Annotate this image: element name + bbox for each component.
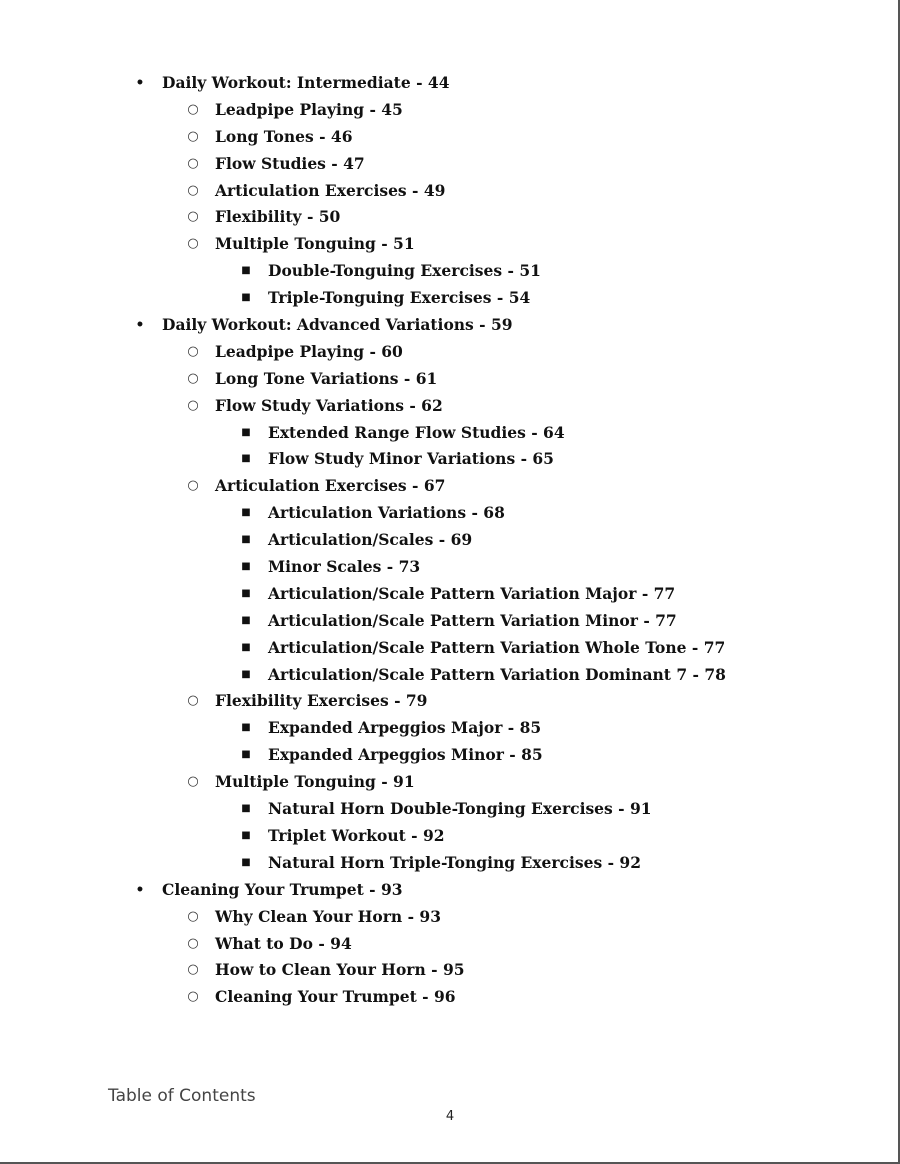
toc-entry-level-1[interactable] [0, 70, 900, 97]
toc-entry-text: What to Do - 94 [215, 933, 352, 953]
toc-entry-level-2[interactable] [0, 124, 900, 151]
toc-entry-text: Triplet Workout - 92 [268, 825, 445, 845]
toc-entry-text: Long Tone Variations - 61 [215, 368, 438, 388]
toc-entry-level-3[interactable] [0, 258, 900, 285]
toc-entry-level-2[interactable] [0, 97, 900, 124]
toc-entry-level-3[interactable] [0, 850, 900, 877]
bullet-circle-icon: ○ [187, 935, 199, 951]
toc-entry-text: Flow Study Minor Variations - 65 [268, 449, 554, 469]
bullet-circle-icon: ○ [187, 236, 199, 252]
toc-entry-text: Flow Study Variations - 62 [215, 395, 443, 415]
toc-entry-level-3[interactable] [0, 420, 900, 447]
toc-entry-text: Expanded Arpeggios Minor - 85 [268, 745, 543, 765]
page-number-text: 4 [445, 1109, 455, 1124]
toc-entry-text: Flexibility Exercises - 79 [215, 691, 428, 711]
toc-entry-level-2[interactable] [0, 231, 900, 258]
bullet-circle-icon: ○ [187, 774, 199, 790]
toc-entry-text: Articulation Exercises - 49 [215, 180, 446, 200]
bullet-circle-icon: ○ [187, 101, 199, 117]
table-of-contents-list [0, 70, 900, 1011]
toc-entry-text: Long Tones - 46 [215, 126, 353, 146]
bullet-disc-icon: • [135, 75, 145, 91]
toc-entry-level-1[interactable] [0, 877, 900, 904]
toc-entry-text: Articulation/Scale Pattern Variation Whole Tone - 77 [268, 637, 726, 657]
toc-entry-text: Cleaning Your Trumpet - 93 [162, 879, 403, 899]
toc-entry-level-2[interactable] [0, 204, 900, 231]
toc-entry-text: Articulation Exercises - 67 [215, 476, 446, 496]
toc-entry-text: Flow Studies - 47 [215, 153, 365, 173]
bullet-circle-icon: ○ [187, 209, 199, 225]
toc-entry-text: Articulation Variations - 68 [268, 503, 505, 523]
toc-entry-level-3[interactable] [0, 527, 900, 554]
toc-entry-level-3[interactable] [0, 823, 900, 850]
bullet-square-icon: ■ [241, 561, 251, 573]
toc-entry-text: Multiple Tonguing - 91 [215, 772, 415, 792]
bullet-circle-icon: ○ [187, 182, 199, 198]
toc-entry-level-3[interactable] [0, 608, 900, 635]
toc-entry-level-3[interactable] [0, 635, 900, 662]
toc-entry-text: Multiple Tonguing - 51 [215, 234, 415, 254]
toc-entry-level-1[interactable] [0, 312, 900, 339]
bullet-square-icon: ■ [241, 507, 251, 519]
bullet-square-icon: ■ [241, 856, 251, 868]
bullet-square-icon: ■ [241, 614, 251, 626]
bullet-square-icon: ■ [241, 829, 251, 841]
bullet-circle-icon: ○ [187, 908, 199, 924]
toc-entry-level-3[interactable] [0, 554, 900, 581]
footer-title: Table of Contents [108, 1086, 256, 1106]
bullet-circle-icon: ○ [187, 343, 199, 359]
toc-entry-text: Flexibility - 50 [215, 207, 341, 227]
toc-entry-text: Leadpipe Playing - 45 [215, 99, 403, 119]
page-number [0, 1109, 900, 1124]
toc-entry-text: Natural Horn Double-Tonging Exercises - 91 [268, 799, 652, 819]
toc-entry-text: Triple-Tonguing Exercises - 54 [268, 288, 531, 308]
toc-entry-level-2[interactable] [0, 984, 900, 1011]
bullet-square-icon: ■ [241, 534, 251, 546]
bullet-circle-icon: ○ [187, 478, 199, 494]
toc-entry-level-2[interactable] [0, 178, 900, 205]
toc-entry-text: Articulation/Scale Pattern Variation Dominant 7 - 78 [268, 664, 726, 684]
toc-entry-text: Natural Horn Triple-Tonging Exercises - 92 [268, 852, 641, 872]
bullet-square-icon: ■ [241, 265, 251, 277]
bullet-circle-icon: ○ [187, 989, 199, 1005]
bullet-square-icon: ■ [241, 292, 251, 304]
toc-entry-text: Articulation/Scale Pattern Variation Major - 77 [268, 583, 676, 603]
toc-entry-text: Minor Scales - 73 [268, 557, 421, 577]
toc-entry-level-2[interactable] [0, 931, 900, 958]
bullet-square-icon: ■ [241, 453, 251, 465]
bullet-square-icon: ■ [241, 426, 251, 438]
toc-entry-level-3[interactable] [0, 742, 900, 769]
toc-entry-text: Extended Range Flow Studies - 64 [268, 422, 565, 442]
toc-entry-level-2[interactable] [0, 393, 900, 420]
bullet-square-icon: ■ [241, 641, 251, 653]
bullet-disc-icon: • [135, 317, 145, 334]
toc-entry-text: Daily Workout: Intermediate - 44 [162, 73, 450, 92]
toc-entry-text: Daily Workout: Advanced Variations - 59 [162, 315, 513, 335]
toc-entry-level-2[interactable] [0, 473, 900, 500]
toc-entry-level-2[interactable] [0, 688, 900, 715]
toc-entry-text: Articulation/Scale Pattern Variation Minor - 77 [268, 610, 677, 630]
toc-entry-level-3[interactable] [0, 581, 900, 608]
bullet-circle-icon: ○ [187, 397, 199, 413]
toc-entry-level-3[interactable] [0, 662, 900, 689]
bullet-circle-icon: ○ [187, 370, 199, 386]
toc-entry-level-3[interactable] [0, 715, 900, 742]
bullet-circle-icon: ○ [187, 693, 199, 709]
bullet-square-icon: ■ [241, 803, 251, 815]
toc-entry-level-2[interactable] [0, 769, 900, 796]
toc-entry-level-3[interactable] [0, 796, 900, 823]
toc-entry-text: How to Clean Your Horn - 95 [215, 960, 465, 980]
bullet-square-icon: ■ [241, 749, 251, 761]
bullet-square-icon: ■ [241, 722, 251, 734]
toc-entry-level-2[interactable] [0, 366, 900, 393]
toc-entry-level-2[interactable] [0, 904, 900, 931]
toc-entry-text: Leadpipe Playing - 60 [215, 341, 403, 361]
toc-entry-level-2[interactable] [0, 339, 900, 366]
bullet-square-icon: ■ [241, 668, 251, 680]
toc-entry-level-3[interactable] [0, 500, 900, 527]
toc-entry-text: Cleaning Your Trumpet - 96 [215, 987, 456, 1007]
toc-entry-text: Expanded Arpeggios Major - 85 [268, 718, 542, 738]
bullet-disc-icon: • [135, 881, 145, 898]
toc-entry-level-3[interactable] [0, 285, 900, 312]
bullet-square-icon: ■ [241, 587, 251, 599]
toc-entry-level-3[interactable] [0, 446, 900, 473]
toc-entry-level-2[interactable] [0, 151, 900, 178]
toc-entry-text: Double-Tonguing Exercises - 51 [268, 261, 541, 281]
bullet-circle-icon: ○ [187, 155, 199, 171]
toc-entry-level-2[interactable] [0, 957, 900, 984]
toc-entry-text: Why Clean Your Horn - 93 [215, 906, 441, 926]
bullet-circle-icon: ○ [187, 128, 199, 144]
toc-entry-text: Articulation/Scales - 69 [268, 530, 473, 550]
bullet-circle-icon: ○ [187, 962, 199, 978]
